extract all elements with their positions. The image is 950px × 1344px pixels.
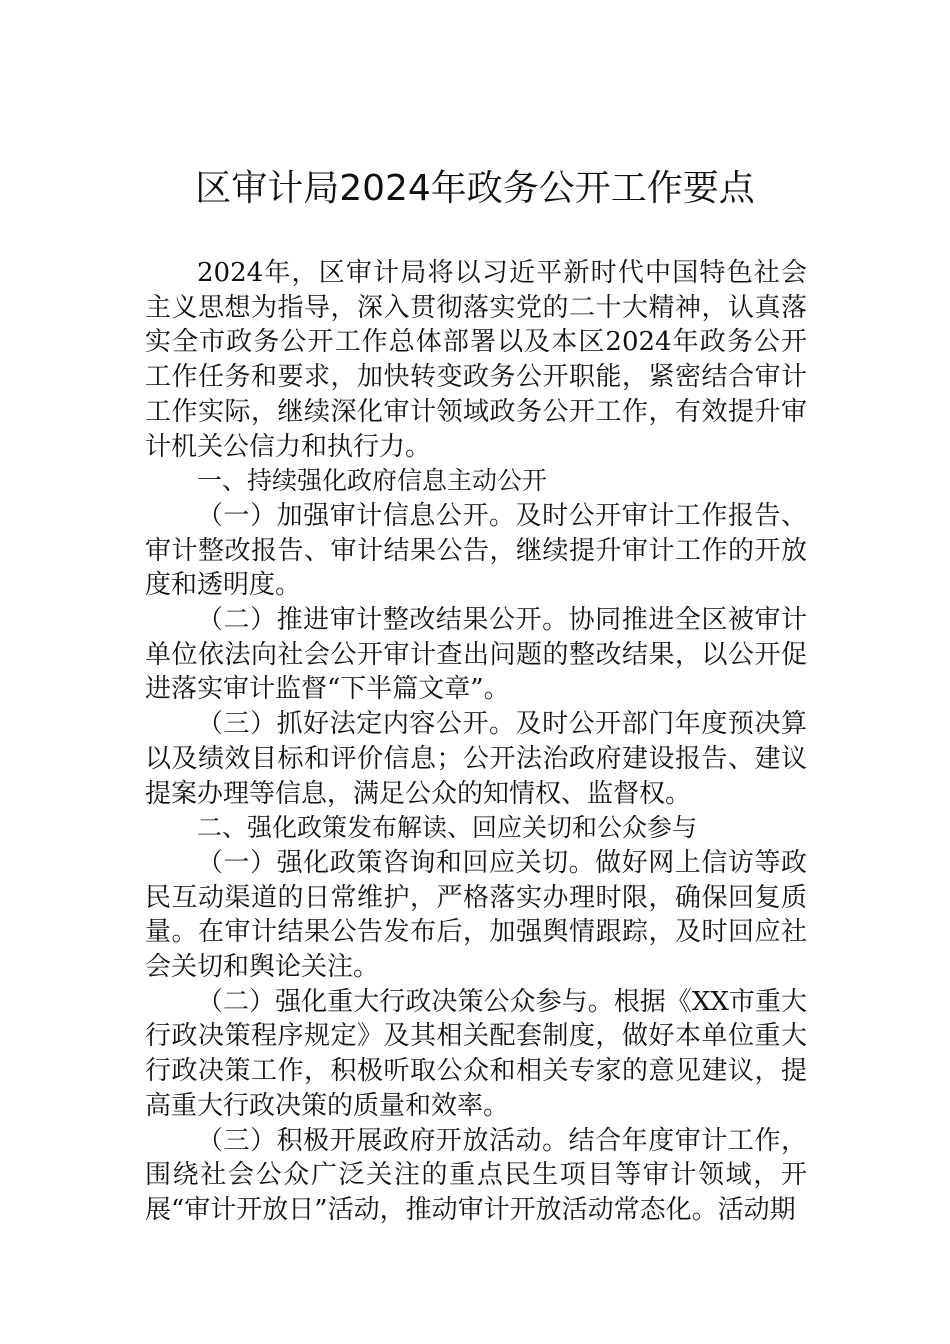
intro-paragraph: 2024年，区审计局将以习近平新时代中国特色社会主义思想为指导，深入贯彻落实党的二十大精神，认真落实全市政务公开工作总体部署以及本区2024年政务公开工作任务和要求，加快转变政务公开职能，紧密结合审计工作实际，继续深化审计领域政务公开工作，有效提升审计机关公信力和执行力。 [145,258,807,462]
document-body [145,256,807,1228]
section-1-item-1: （一）加强审计信息公开。及时公开审计工作报告、审计整改报告、审计结果公告，继续提升审计工作的开放度和透明度。 [145,500,807,601]
section-2-item-1: （一）强化政策咨询和回应关切。做好网上信访等政民互动渠道的日常维护，严格落实办理时限，确保回复质量。在审计结果公告发布后，加强舆情跟踪，及时回应社会关切和舆论关注。 [145,847,807,983]
document-title: 区审计局2024年政务公开工作要点 [195,168,755,209]
section-1-item-2: （二）推进审计整改结果公开。协同推进全区被审计单位依法向社会公开审计查出问题的整改结果，以公开促进落实审计监督“下半篇文章”。 [145,605,807,705]
section-2-item-3: （三）积极开展政府开放活动。结合年度审计工作，围绕社会公众广泛关注的重点民生项目等审计领域，开展“审计开放日”活动，推动审计开放活动常态化。活动期 [145,1125,807,1225]
section-2-heading: 二、强化政策发布解读、回应关切和公众参与 [197,813,698,843]
section-1-heading: 一、持续强化政府信息主动公开 [197,466,548,496]
section-1-item-3: （三）抓好法定内容公开。及时公开部门年度预决算以及绩效目标和评价信息；公开法治政府建设报告、建议提案办理等信息，满足公众的知情权、监督权。 [145,709,807,809]
section-2-item-2: （二）强化重大行政决策公众参与。根据《XX市重大行政决策程序规定》及其相关配套制度，做好本单位重大行政决策工作，积极听取公众和相关专家的意见建议，提高重大行政决策的质量和效率。 [145,986,807,1121]
